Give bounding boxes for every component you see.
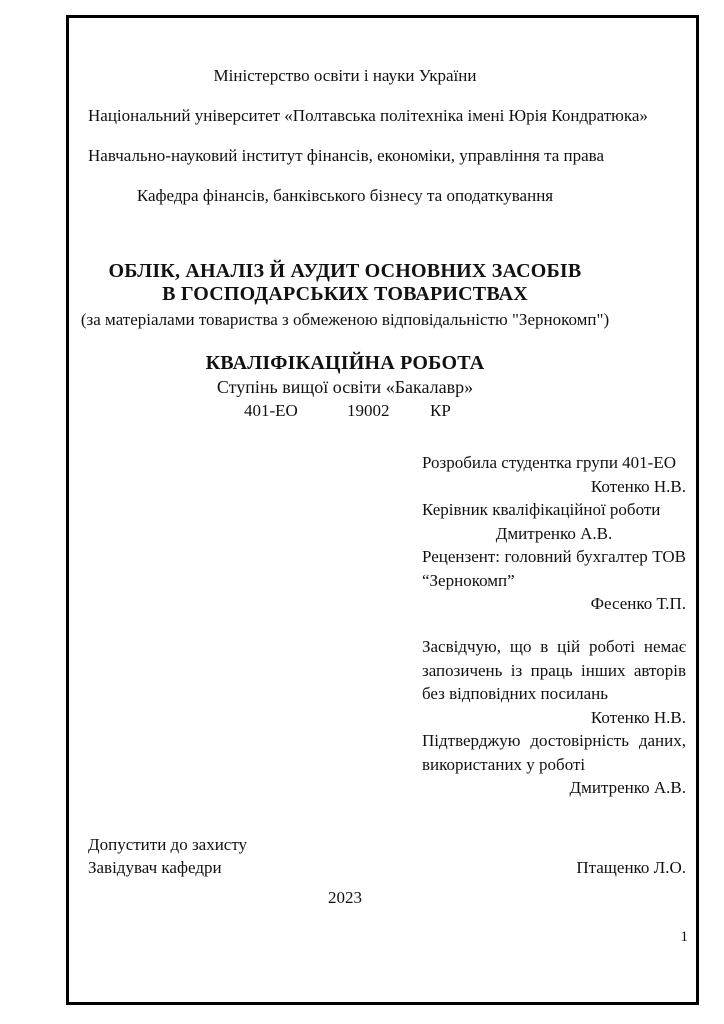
group-code: 401-ЕО: [244, 401, 298, 420]
credits-block: [422, 451, 686, 616]
ministry-line: Міністерство освіти і науки України: [213, 66, 477, 85]
qualification-heading: КВАЛІФІКАЦІЙНА РОБОТА: [205, 352, 485, 374]
author-role: Розробила студентка групи 401-ЕО: [422, 453, 676, 472]
supervisor-name: Дмитренко А.В.: [495, 523, 613, 543]
declarations-block: [422, 635, 686, 800]
qualification-block: [88, 351, 602, 423]
thesis-title: [68, 260, 622, 332]
page-number: 1: [680, 929, 688, 945]
approval-block: [88, 833, 686, 879]
head-name: Птащенко Л.О.: [576, 858, 686, 877]
institute-line: Навчально-науковий інститут фінансів, економіки, управління та права: [88, 146, 605, 165]
data-validity-statement: Підтверджую достовірність даних, використаних у роботі: [422, 731, 686, 774]
head-role: Завідувач кафедри: [88, 858, 222, 877]
institution-header: [88, 56, 648, 216]
thesis-title-line2: В ГОСПОДАРСЬКИХ ТОВАРИСТВАХ: [162, 283, 528, 305]
data-validity-name: Дмитренко А.В.: [569, 778, 686, 797]
admit-line: Допустити до захисту: [88, 835, 248, 854]
author-name: Котенко Н.В.: [590, 476, 686, 496]
reviewer-role: Рецензент: головний бухгалтер ТОВ “Зернокомп”: [422, 547, 686, 590]
originality-statement: Засвідчую, що в цій роботі немає запозичень із праць інших авторів без відповідних посилань: [422, 637, 686, 703]
degree-line: Ступінь вищої освіти «Бакалавр»: [216, 377, 474, 397]
head-of-department-row: [88, 856, 686, 879]
work-code: 19002: [347, 401, 390, 420]
supervisor-role: Керівник кваліфікаційної роботи: [422, 500, 661, 519]
originality-name: Котенко Н.В.: [590, 707, 686, 727]
work-type-code: КР: [430, 401, 451, 420]
year-line: 2023: [328, 888, 362, 907]
reviewer-name: Фесенко Т.П.: [590, 594, 686, 613]
thesis-subtitle: (за матеріалами товариства з обмеженою відповідальністю "Зернокомп"): [80, 310, 610, 329]
codes-row: [88, 399, 602, 423]
thesis-title-line1: ОБЛІК, АНАЛІЗ Й АУДИТ ОСНОВНИХ ЗАСОБІВ: [108, 260, 582, 282]
university-line: Національний університет «Полтавська політехніка імені Юрія Кондратюка»: [88, 106, 648, 125]
department-line: Кафедра фінансів, банківського бізнесу та оподаткування: [136, 186, 554, 205]
